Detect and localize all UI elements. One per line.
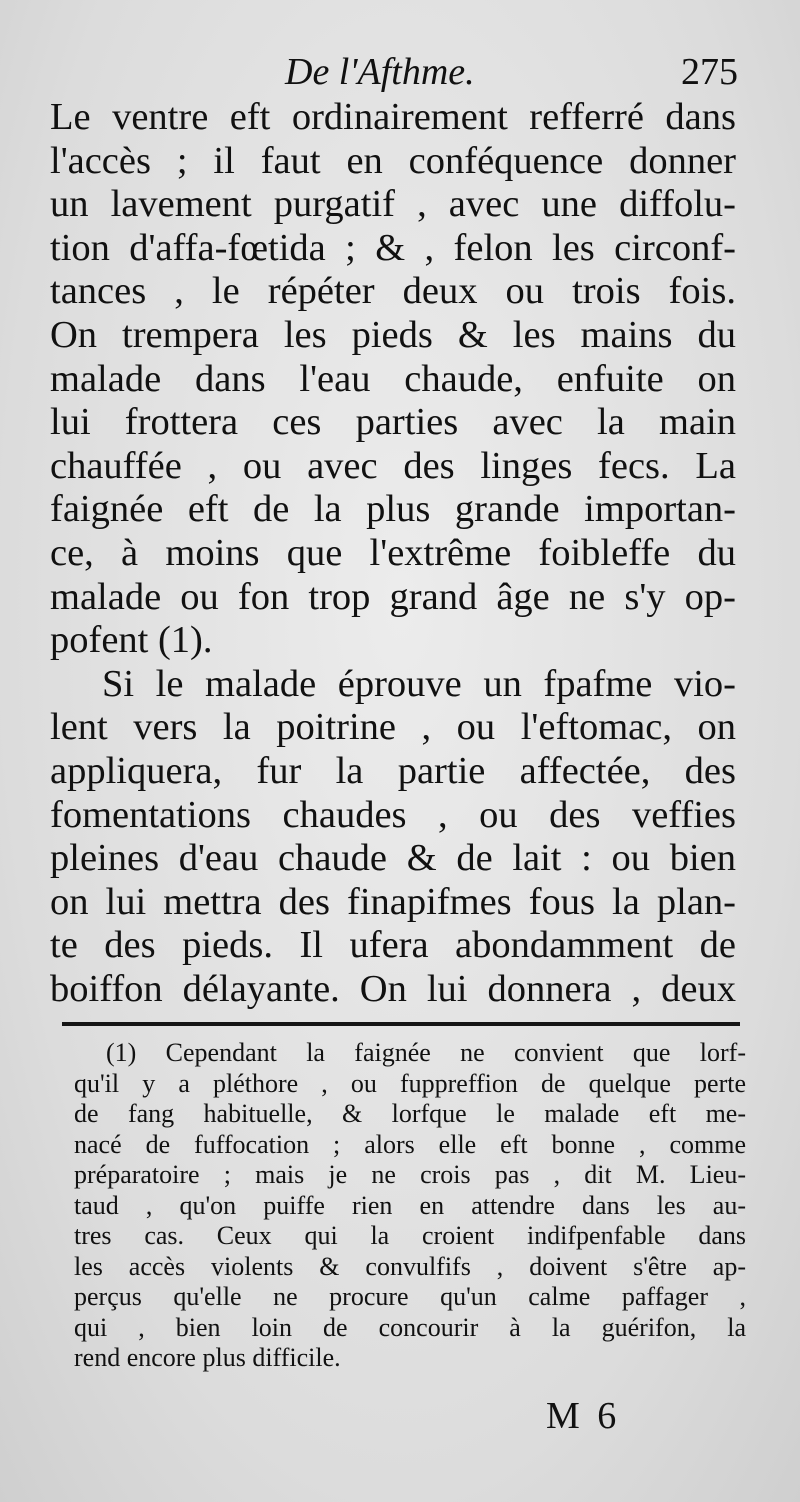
text-line: boiffon délayante. On lui donnera , deux	[50, 967, 736, 1010]
text-line: on lui mettra des finapifmes fous la plan-	[50, 880, 736, 923]
text-line: ce, à moins que l'extrême foibleffe du	[50, 531, 736, 574]
footnote-line: rend encore plus difficile.	[74, 1343, 341, 1372]
footnote-line: préparatoire ; mais je ne crois pas , dit M. Lieu-	[74, 1160, 746, 1189]
text-line: tion d'affa-fœtida ; & , felon les circonf-	[50, 226, 736, 269]
text-line: appliquera, fur la partie affectée, des	[50, 749, 736, 792]
text-line: pleines d'eau chaude & de lait : ou bien	[50, 837, 736, 880]
footnote-line: perçus qu'elle ne procure qu'un calme paffager ,	[74, 1282, 746, 1311]
footnote-line: tres cas. Ceux qui la croient indifpenfable dans	[74, 1221, 746, 1250]
footnote-line: de fang habituelle, & lorfque le malade eft me-	[74, 1099, 746, 1128]
text-line: un lavement purgatif , avec une diffolu-	[50, 183, 736, 226]
page-number: 275	[681, 51, 738, 93]
text-line: chauffée , ou avec des linges fecs. La	[50, 444, 736, 487]
text-line: l'accès ; il faut en conféquence donner	[50, 139, 736, 182]
text-line: lent vers la poitrine , ou l'eftomac, on	[50, 706, 736, 749]
signature-mark: M 6	[546, 1395, 621, 1437]
text-line: te des pieds. Il ufera abondamment de	[50, 924, 736, 967]
text-line: On trempera les pieds & les mains du	[50, 313, 736, 356]
text-line: tances , le répéter deux ou trois fois.	[50, 270, 736, 313]
text-line: malade dans l'eau chaude, enfuite on	[50, 357, 736, 400]
footnote-line: (1) Cependant la faignée ne convient que lorf-	[106, 1038, 746, 1067]
footnote-line: taud , qu'on puiffe rien en attendre dans les au-	[74, 1190, 746, 1220]
footnote-divider	[62, 1022, 740, 1026]
page-header	[0, 48, 800, 96]
text-line: faignée eft de la plus grande importan-	[50, 488, 736, 531]
text-line: lui frottera ces parties avec la main	[50, 401, 736, 444]
text-line: Si le malade éprouve un fpafme vio-	[102, 662, 736, 705]
text-line: malade ou fon trop grand âge ne s'y op-	[50, 575, 736, 618]
footnote	[74, 1038, 746, 1374]
text-line: pofent (1).	[50, 619, 213, 662]
running-title: De l'Afthme.	[285, 51, 475, 93]
footnote-line: les accès violents & convulfifs , doivent s'être ap-	[74, 1251, 746, 1281]
main-text	[50, 96, 736, 1011]
footnote-line: qu'il y a pléthore , ou fuppreffion de quelque perte	[74, 1068, 746, 1098]
text-line: Le ventre eft ordinairement refferré dans	[50, 96, 736, 138]
text-line: fomentations chaudes , ou des veffies	[50, 793, 736, 836]
footnote-line: qui , bien loin de concourir à la guérifon, la	[74, 1312, 746, 1342]
footnote-line: nacé de fuffocation ; alors elle eft bonne , comme	[74, 1129, 746, 1159]
